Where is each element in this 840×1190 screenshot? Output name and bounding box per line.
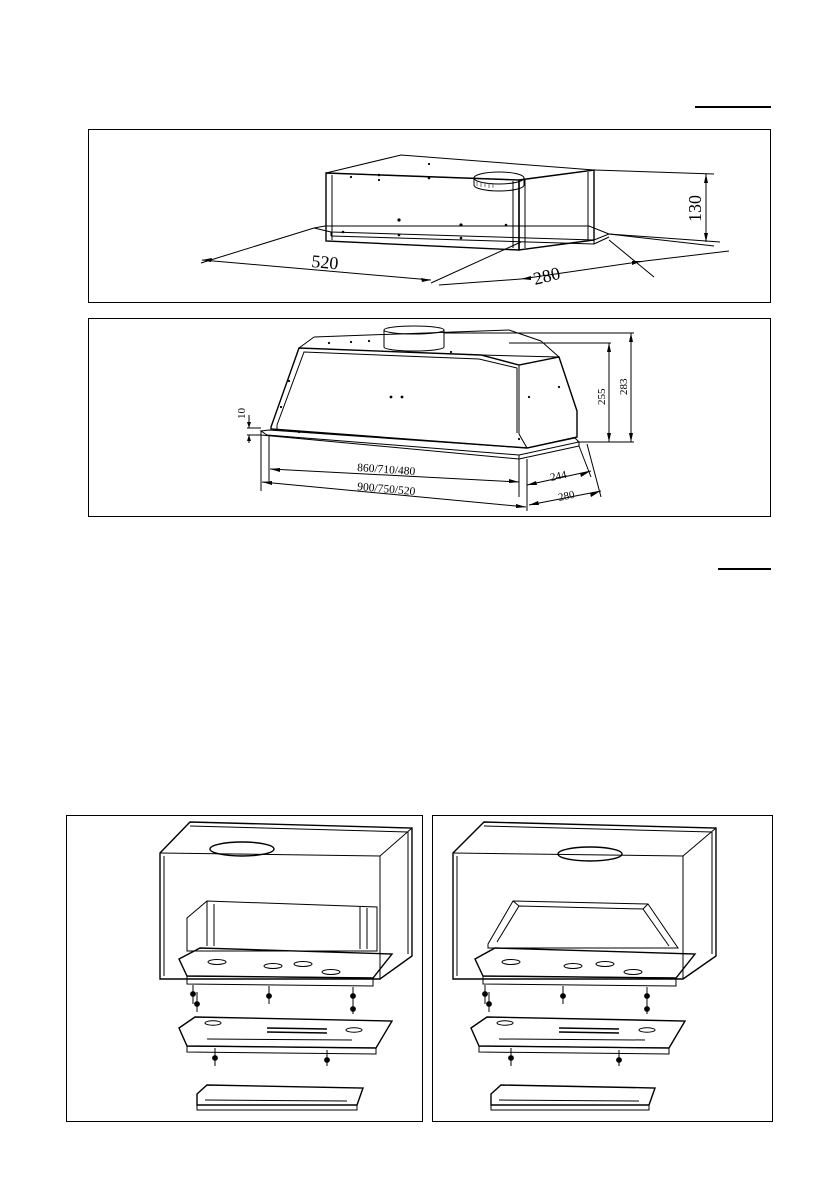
dim-280-depth-label: 280	[557, 488, 576, 504]
dim-280-label: 280	[531, 262, 563, 289]
dim-244-label: 244	[549, 468, 568, 484]
dim-10-label: 10	[236, 408, 248, 419]
dim-255-label: 255	[596, 388, 608, 405]
dim-inner-widths-label: 860/710/480	[356, 462, 416, 479]
dimension-panel-front	[88, 318, 771, 517]
dim-520-label: 520	[310, 251, 340, 274]
exploded-view-right-drawing	[433, 816, 774, 1123]
exploded-view-left-drawing	[67, 816, 424, 1123]
section-rule-middle	[718, 568, 771, 570]
dim-130-label: 130	[685, 195, 705, 222]
dim-outer-widths-label: 900/750/520	[356, 481, 416, 499]
installation-panel-right	[432, 815, 773, 1122]
installation-panel-left	[66, 815, 423, 1122]
hood-perspective-drawing	[89, 130, 772, 304]
hood-front-drawing	[89, 319, 772, 518]
dim-283-label: 283	[618, 378, 630, 395]
dimension-panel-perspective	[88, 129, 771, 303]
section-rule-top	[695, 106, 771, 108]
